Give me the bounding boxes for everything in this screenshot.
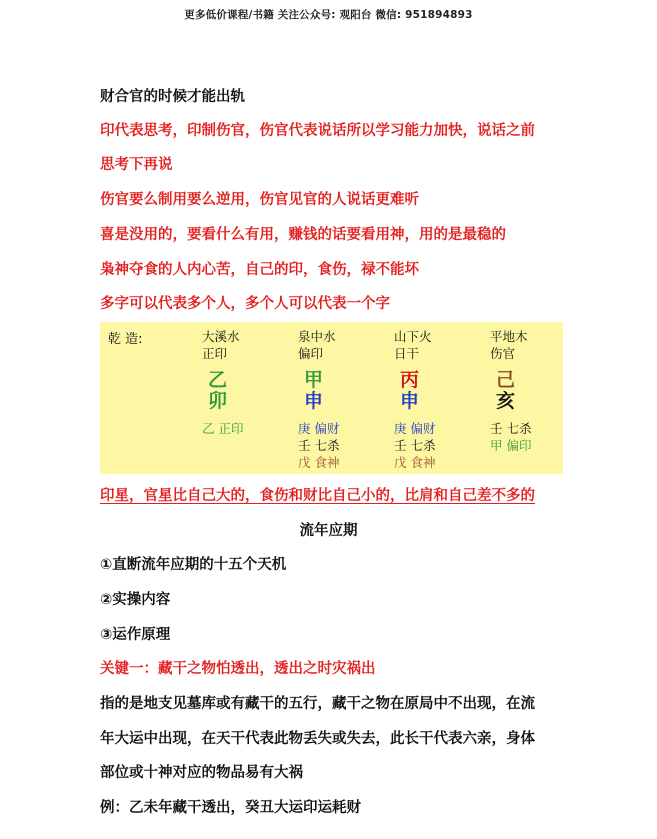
text-line-2: 印代表思考，印制伤官，伤官代表说话所以学习能力加快，说话之前 (100, 123, 535, 139)
heavenly-stem: 丙 (400, 369, 420, 391)
chart-label: 乾 造: (108, 332, 143, 347)
pillar-nayin: 泉中水 (298, 329, 336, 344)
hidden-stem: 壬 七杀 (490, 421, 532, 436)
hidden-stem: 甲 偏印 (490, 438, 532, 453)
text-line-13: 指的是地支见墓库或有藏干的五行，藏干之物在原局中不出现，在流 (100, 696, 535, 712)
pillar-day (394, 328, 484, 471)
pillar-year (202, 328, 292, 437)
text-line-10: ②实操内容 (100, 592, 171, 608)
text-line-11: ③运作原理 (100, 627, 171, 643)
text-line-14: 年大运中出现，在天干代表此物丢失或失去，此长干代表六亲，身体 (100, 731, 535, 747)
text-line-4: 伤官要么制用要么逆用，伤官见官的人说话更难听 (100, 192, 419, 208)
pillar-nayin: 平地木 (490, 329, 528, 344)
text-line-8: 印星，官星比自己大的，食伤和财比自己小的，比肩和自己差不多的 (100, 488, 535, 504)
earthly-branch: 卯 (208, 390, 228, 412)
section-title: 流年应期 (299, 523, 358, 539)
text-line-9: ①直断流年应期的十五个天机 (100, 557, 287, 573)
hidden-stem: 乙 正印 (202, 421, 244, 436)
pillar-shishen: 正印 (202, 346, 228, 361)
text-line-3: 思考下再说 (100, 157, 173, 173)
text-line-12: 关键一：藏干之物怕透出，透出之时灾祸出 (100, 661, 376, 677)
earthly-branch: 申 (400, 390, 420, 412)
text-line-16: 例：乙未年藏干透出，癸丑大运印运耗财 (100, 800, 361, 816)
hidden-stem: 庚 偏财 (394, 421, 436, 436)
pillar-shishen: 日干 (394, 346, 420, 361)
pillar-shishen: 偏印 (298, 346, 324, 361)
text-line-5: 喜是没用的，要看什么有用，赚钱的话要看用神，用的是最稳的 (100, 227, 506, 243)
text-line-7: 多字可以代表多个人，多个人可以代表一个字 (100, 296, 390, 312)
heavenly-stem: 乙 (208, 369, 228, 391)
pillar-shishen: 伤官 (490, 346, 516, 361)
text-line-6: 枭神夺食的人内心苦，自己的印，食伤，禄不能坏 (100, 262, 419, 278)
pillar-nayin: 大溪水 (202, 329, 240, 344)
heavenly-stem: 己 (496, 369, 516, 391)
earthly-branch: 申 (304, 390, 324, 412)
text-line-1: 财合官的时候才能出轨 (100, 89, 245, 105)
pillar-hour (490, 328, 580, 454)
pillar-month (298, 328, 388, 471)
text-line-15: 部位或十神对应的物品易有大祸 (100, 765, 303, 781)
hidden-stem: 庚 偏财 (298, 421, 340, 436)
hidden-stem: 壬 七杀 (394, 438, 436, 453)
heavenly-stem: 甲 (304, 369, 324, 391)
hidden-stems (490, 420, 580, 454)
page-header: 更多低价课程/书籍 关注公众号: 观阳台 微信: 951894893 (184, 9, 473, 21)
pillar-nayin: 山下火 (394, 329, 432, 344)
hidden-stem: 戊 食神 (394, 455, 436, 470)
bazi-chart (100, 322, 563, 474)
hidden-stems (394, 420, 484, 471)
hidden-stem: 戊 食神 (298, 455, 340, 470)
earthly-branch: 亥 (496, 390, 516, 412)
hidden-stems (298, 420, 388, 471)
hidden-stems (202, 420, 292, 437)
hidden-stem: 壬 七杀 (298, 438, 340, 453)
